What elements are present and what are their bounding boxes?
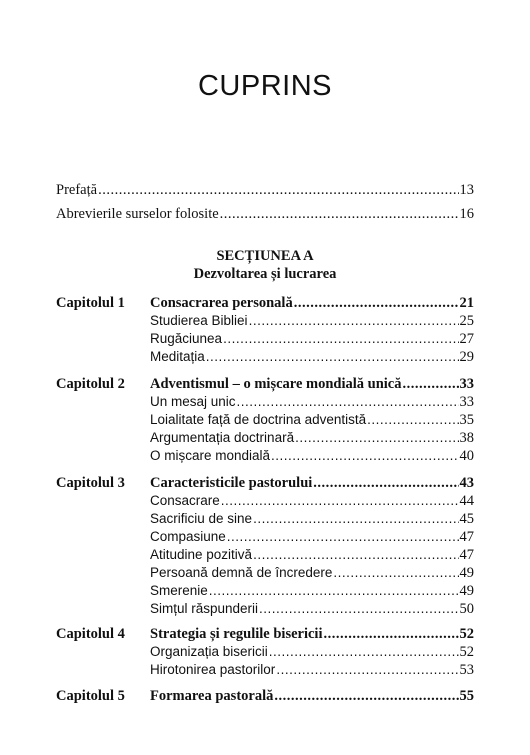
dot-leader [237, 393, 459, 411]
subsection-label: Smerenie [150, 583, 208, 598]
subsection-entry[interactable] [150, 312, 474, 330]
subsection-label: Persoană demnă de încredere [150, 565, 333, 580]
toc-entry-label: Abrevierile surselor folosite [56, 206, 219, 222]
toc-page-number: 49 [459, 565, 474, 581]
dot-leader [98, 181, 458, 199]
dot-leader [253, 546, 458, 564]
subsection-label: Meditația [150, 349, 205, 364]
chapter-title-entry[interactable] [150, 294, 474, 312]
section-subheading: Dezvoltarea și lucrarea [193, 266, 337, 282]
subsection-entry[interactable] [150, 393, 474, 411]
dot-leader [276, 661, 458, 679]
dot-leader [295, 429, 458, 447]
subsection-entry[interactable] [150, 661, 474, 679]
subsection-entry[interactable] [150, 330, 474, 348]
toc-page-number: 25 [459, 313, 474, 329]
subsection-label: Atitudine pozitivă [150, 547, 253, 562]
subsection-label: Hirotonirea pastorilor [150, 662, 276, 677]
subsection-label: Organizația bisericii [150, 644, 268, 659]
subsection-entry[interactable] [150, 447, 474, 465]
chapter-title: Consacrarea personală [150, 295, 293, 311]
dot-leader [274, 687, 458, 705]
chapter-label: Capitolul 3 [56, 475, 125, 491]
toc-page-number: 29 [459, 349, 474, 365]
chapter-title: Formarea pastorală [150, 688, 274, 704]
toc-page-number: 52 [459, 644, 474, 660]
subsection-label: Studierea Bibliei [150, 313, 248, 328]
subsection-label: Rugăciunea [150, 331, 223, 346]
toc-page-number: 13 [459, 182, 474, 198]
dot-leader [271, 447, 458, 465]
chapter-title-entry[interactable] [150, 687, 474, 705]
toc-page-number: 21 [459, 295, 474, 311]
dot-leader [249, 312, 459, 330]
dot-leader [220, 205, 459, 223]
subsection-entry[interactable] [150, 643, 474, 661]
toc-page-number: 52 [459, 626, 474, 642]
dot-leader [223, 330, 458, 348]
chapter-title: Strategia și regulile bisericii [150, 626, 323, 642]
toc-entry-abbreviations[interactable] [56, 205, 474, 223]
chapter-title: Caracteristicile pastorului [150, 475, 313, 491]
dot-leader [253, 510, 458, 528]
subsection-entry[interactable] [150, 429, 474, 447]
toc-page-number: 38 [459, 430, 474, 446]
chapter-title-entry[interactable] [150, 625, 474, 643]
dot-leader [324, 625, 459, 643]
dot-leader [402, 375, 458, 393]
chapter-label: Capitolul 1 [56, 295, 125, 311]
page-title: CUPRINS [197, 70, 332, 102]
toc-page-number: 49 [459, 583, 474, 599]
chapter-label: Capitolul 5 [56, 688, 125, 704]
chapter-title-entry[interactable] [150, 375, 474, 393]
dot-leader [227, 528, 459, 546]
subsection-label: Sacrificiu de sine [150, 511, 253, 526]
dot-leader [294, 294, 459, 312]
toc-page-number: 47 [459, 529, 474, 545]
subsection-entry[interactable] [150, 582, 474, 600]
toc-page-number: 47 [459, 547, 474, 563]
toc-page-number: 35 [459, 412, 474, 428]
subsection-entry[interactable] [150, 348, 474, 366]
subsection-entry[interactable] [150, 411, 474, 429]
chapter-title: Adventismul – o mișcare mondială unică [150, 376, 402, 392]
dot-leader [367, 411, 458, 429]
toc-page-number: 50 [459, 601, 474, 617]
toc-page-number: 55 [459, 688, 474, 704]
toc-page-number: 53 [459, 662, 474, 678]
subsection-label: Compasiune [150, 529, 226, 544]
dot-leader [221, 492, 459, 510]
toc-page-number: 27 [459, 331, 474, 347]
subsection-entry[interactable] [150, 546, 474, 564]
subsection-entry[interactable] [150, 528, 474, 546]
dot-leader [259, 600, 458, 618]
toc-entry-preface[interactable] [56, 181, 474, 199]
subsection-entry[interactable] [150, 564, 474, 582]
toc-page-number: 40 [459, 448, 474, 464]
dot-leader [269, 643, 459, 661]
subsection-label: Consacrare [150, 493, 220, 508]
toc-page-number: 33 [459, 394, 474, 410]
toc-page-number: 33 [459, 376, 474, 392]
chapter-label: Capitolul 4 [56, 626, 125, 642]
toc-page-number: 43 [459, 475, 474, 491]
section-heading: SECȚIUNEA A [216, 248, 314, 264]
dot-leader [209, 582, 459, 600]
chapter-title-entry[interactable] [150, 474, 474, 492]
toc-page-number: 16 [459, 206, 474, 222]
chapter-label: Capitolul 2 [56, 376, 125, 392]
subsection-entry[interactable] [150, 600, 474, 618]
toc-entry-label: Prefață [56, 182, 98, 198]
subsection-entry[interactable] [150, 510, 474, 528]
subsection-label: Un mesaj unic [150, 394, 236, 409]
subsection-entry[interactable] [150, 492, 474, 510]
dot-leader [333, 564, 458, 582]
subsection-label: O mișcare mondială [150, 448, 271, 463]
subsection-label: Loialitate față de doctrina adventistă [150, 412, 367, 427]
toc-page-number: 44 [459, 493, 474, 509]
subsection-label: Argumentația doctrinară [150, 430, 295, 445]
dot-leader [313, 474, 458, 492]
dot-leader [206, 348, 459, 366]
subsection-label: Simțul răspunderii [150, 601, 259, 616]
toc-page-number: 45 [459, 511, 474, 527]
